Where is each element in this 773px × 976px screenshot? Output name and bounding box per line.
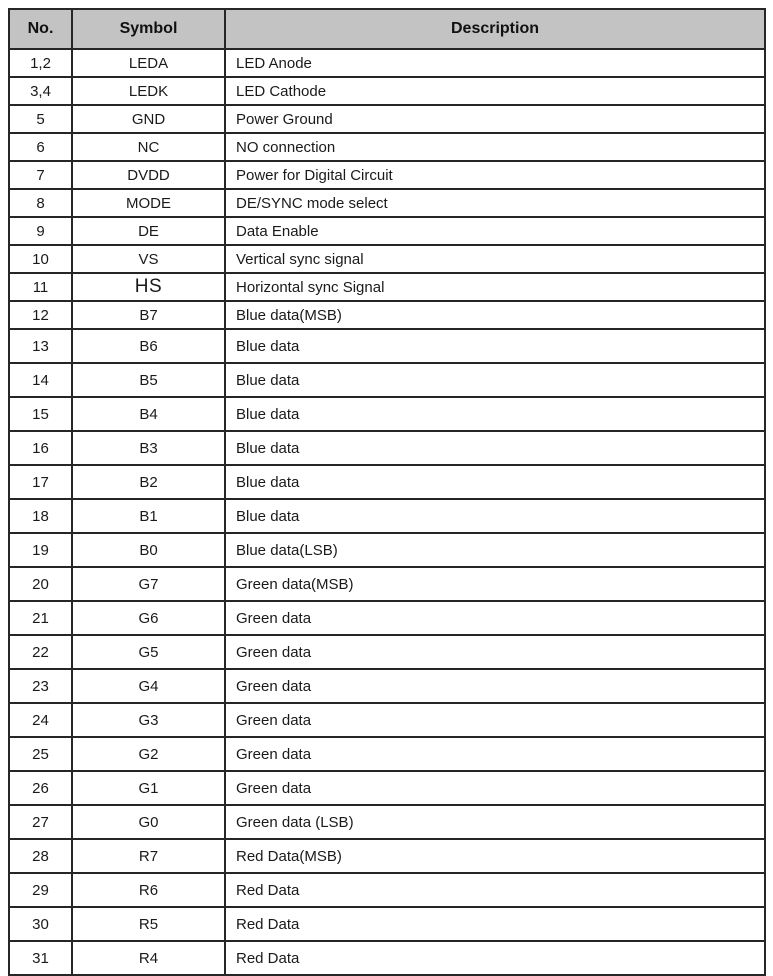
table-row	[9, 941, 765, 975]
cell-pin-number: 5	[9, 105, 72, 133]
cell-symbol: B7	[72, 301, 225, 329]
cell-symbol: R5	[72, 907, 225, 941]
cell-pin-number: 19	[9, 533, 72, 567]
cell-pin-number: 26	[9, 771, 72, 805]
cell-pin-number: 7	[9, 161, 72, 189]
cell-symbol: B5	[72, 363, 225, 397]
cell-description: DE/SYNC mode select	[225, 189, 765, 217]
cell-symbol: G0	[72, 805, 225, 839]
cell-symbol: DVDD	[72, 161, 225, 189]
cell-pin-number: 11	[9, 273, 72, 301]
cell-pin-number: 9	[9, 217, 72, 245]
cell-pin-number: 14	[9, 363, 72, 397]
table-row	[9, 737, 765, 771]
cell-pin-number: 24	[9, 703, 72, 737]
cell-description: Blue data(MSB)	[225, 301, 765, 329]
cell-description: Blue data	[225, 363, 765, 397]
table-row	[9, 533, 765, 567]
cell-pin-number: 16	[9, 431, 72, 465]
cell-description: Green data (LSB)	[225, 805, 765, 839]
cell-description: Green data	[225, 737, 765, 771]
cell-description: LED Cathode	[225, 77, 765, 105]
cell-description: Green data	[225, 703, 765, 737]
cell-symbol: GND	[72, 105, 225, 133]
cell-symbol: G3	[72, 703, 225, 737]
cell-description: Red Data(MSB)	[225, 839, 765, 873]
table-row	[9, 273, 765, 301]
cell-description: Blue data	[225, 397, 765, 431]
cell-pin-number: 12	[9, 301, 72, 329]
table-row	[9, 465, 765, 499]
table-header	[9, 9, 765, 49]
cell-symbol: B3	[72, 431, 225, 465]
table-row	[9, 567, 765, 601]
table-row	[9, 771, 765, 805]
table-row	[9, 301, 765, 329]
cell-pin-number: 28	[9, 839, 72, 873]
cell-description: Green data	[225, 669, 765, 703]
cell-description: Power for Digital Circuit	[225, 161, 765, 189]
table-row	[9, 635, 765, 669]
header-row	[9, 9, 765, 49]
cell-pin-number: 6	[9, 133, 72, 161]
pin-description-table	[8, 8, 766, 976]
cell-symbol: G7	[72, 567, 225, 601]
table-row	[9, 189, 765, 217]
table-row	[9, 669, 765, 703]
table-row	[9, 703, 765, 737]
cell-symbol: B1	[72, 499, 225, 533]
cell-description: Vertical sync signal	[225, 245, 765, 273]
cell-pin-number: 10	[9, 245, 72, 273]
table-row	[9, 217, 765, 245]
cell-description: Green data	[225, 635, 765, 669]
cell-symbol: DE	[72, 217, 225, 245]
cell-pin-number: 15	[9, 397, 72, 431]
table-row	[9, 601, 765, 635]
table-row	[9, 161, 765, 189]
cell-pin-number: 22	[9, 635, 72, 669]
cell-pin-number: 31	[9, 941, 72, 975]
cell-description: NO connection	[225, 133, 765, 161]
cell-symbol: NC	[72, 133, 225, 161]
table-row	[9, 329, 765, 363]
cell-pin-number: 20	[9, 567, 72, 601]
cell-symbol: G6	[72, 601, 225, 635]
cell-pin-number: 1,2	[9, 49, 72, 77]
cell-description: Blue data	[225, 329, 765, 363]
table-row	[9, 907, 765, 941]
cell-description: Data Enable	[225, 217, 765, 245]
cell-symbol: MODE	[72, 189, 225, 217]
cell-pin-number: 13	[9, 329, 72, 363]
table-row	[9, 363, 765, 397]
table-row	[9, 499, 765, 533]
cell-pin-number: 27	[9, 805, 72, 839]
cell-description: Blue data	[225, 431, 765, 465]
cell-description: Green data	[225, 601, 765, 635]
table-body	[9, 49, 765, 975]
cell-description: Horizontal sync Signal	[225, 273, 765, 301]
cell-symbol: R7	[72, 839, 225, 873]
cell-symbol: G5	[72, 635, 225, 669]
cell-pin-number: 3,4	[9, 77, 72, 105]
cell-symbol: B6	[72, 329, 225, 363]
cell-pin-number: 23	[9, 669, 72, 703]
column-header-symbol: Symbol	[72, 9, 225, 49]
cell-pin-number: 18	[9, 499, 72, 533]
cell-pin-number: 17	[9, 465, 72, 499]
table-row	[9, 49, 765, 77]
cell-description: Blue data	[225, 465, 765, 499]
cell-description: Power Ground	[225, 105, 765, 133]
cell-symbol: HS	[72, 273, 225, 301]
cell-pin-number: 30	[9, 907, 72, 941]
cell-symbol: G4	[72, 669, 225, 703]
column-header-description: Description	[225, 9, 765, 49]
table-row	[9, 245, 765, 273]
cell-symbol: B2	[72, 465, 225, 499]
cell-description: Red Data	[225, 873, 765, 907]
table-row	[9, 873, 765, 907]
table-row	[9, 133, 765, 161]
cell-pin-number: 21	[9, 601, 72, 635]
cell-symbol: LEDA	[72, 49, 225, 77]
cell-symbol: G2	[72, 737, 225, 771]
cell-description: Red Data	[225, 941, 765, 975]
table-row	[9, 839, 765, 873]
cell-pin-number: 8	[9, 189, 72, 217]
table-row	[9, 77, 765, 105]
cell-description: Red Data	[225, 907, 765, 941]
table-row	[9, 431, 765, 465]
cell-symbol: G1	[72, 771, 225, 805]
cell-symbol: VS	[72, 245, 225, 273]
cell-symbol: B4	[72, 397, 225, 431]
cell-symbol: R4	[72, 941, 225, 975]
cell-pin-number: 29	[9, 873, 72, 907]
table-row	[9, 397, 765, 431]
column-header-no: No.	[9, 9, 72, 49]
cell-pin-number: 25	[9, 737, 72, 771]
cell-description: Blue data	[225, 499, 765, 533]
cell-symbol: LEDK	[72, 77, 225, 105]
cell-description: Blue data(LSB)	[225, 533, 765, 567]
table-row	[9, 805, 765, 839]
cell-description: LED Anode	[225, 49, 765, 77]
cell-symbol: B0	[72, 533, 225, 567]
table-row	[9, 105, 765, 133]
cell-symbol: R6	[72, 873, 225, 907]
cell-description: Green data(MSB)	[225, 567, 765, 601]
cell-description: Green data	[225, 771, 765, 805]
